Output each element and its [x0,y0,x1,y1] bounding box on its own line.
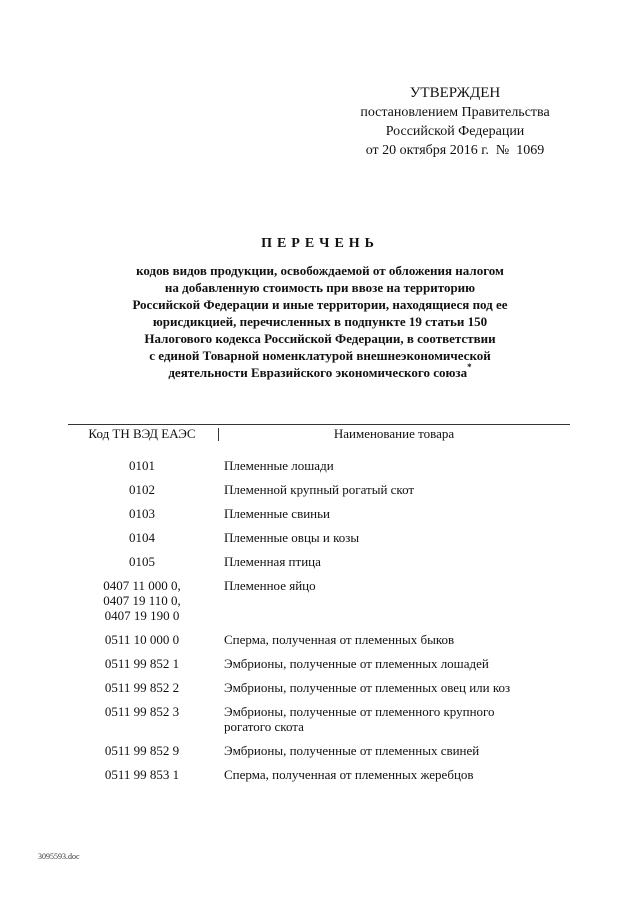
subtitle-line: деятельности Евразийского экономического союза [168,365,468,380]
cell-name: Эмбрионы, полученные от племенных свиней [224,743,480,758]
subtitle-line-last [80,361,560,381]
table-header [68,424,570,444]
cell-name: Эмбрионы, полученные от племенных овец или коз [224,680,511,695]
subtitle-line: кодов видов продукции, освобождаемой от обложения налогом [136,263,504,278]
cell-name: Племенные лошади [224,458,334,473]
cell-code: 0511 99 852 2 [104,680,180,695]
table-row [68,578,570,623]
cell-name: Племенное яйцо [224,578,316,593]
cell-code: 0407 11 000 0, 0407 19 110 0, 0407 19 190 0 [103,578,181,623]
footnote-mark: * [467,361,472,372]
cell-name: Сперма, полученная от племенных быков [224,632,455,647]
cell-name: Сперма, полученная от племенных жеребцов [224,767,474,782]
table-row [68,554,570,569]
cell-code: 0105 [129,554,155,569]
header-code: Код ТН ВЭД ЕАЭС [88,426,196,441]
approval-block [340,84,570,160]
approval-title: УТВЕРЖДЕН [409,85,501,101]
table-row [68,482,570,497]
table-row [68,506,570,521]
subtitle-line: с единой Товарной номенклатурой внешнеэкономической [149,348,491,363]
cell-name: Племенной крупный рогатый скот [224,482,415,497]
approval-line-country: Российской Федерации [385,124,525,139]
cell-name: Племенные свиньи [224,506,331,521]
table-row [68,632,570,647]
subtitle-line: на добавленную стоимость при ввозе на территорию [164,280,476,295]
cell-code: 0103 [129,506,155,521]
cell-name: Эмбрионы, полученные от племенного крупного рогатого скота [224,704,495,734]
subtitle-line: Российской Федерации и иные территории, находящиеся под ее [132,297,508,312]
cell-code: 0511 99 852 1 [104,656,180,671]
table-body [68,458,570,791]
approval-line-decree: постановлением Правительства [360,105,550,120]
cell-code: 0511 10 000 0 [104,632,180,647]
table-row [68,767,570,782]
header-name: Наименование товара [333,426,455,441]
document-title: ПЕРЕЧЕНЬ [261,236,379,251]
subtitle-line: юрисдикцией, перечисленных в подпункте 19 статьи 150 [152,314,488,329]
table-row [68,530,570,545]
cell-name: Племенная птица [224,554,321,569]
cell-code: 0511 99 852 9 [104,743,180,758]
cell-code: 0102 [129,482,155,497]
cell-code: 0104 [129,530,155,545]
table-row [68,458,570,473]
approval-line-date: от 20 октября 2016 г. № 1069 [365,143,545,158]
table-row [68,704,570,734]
document-subtitle [80,262,560,381]
cell-code: 0511 99 852 3 [104,704,180,719]
table-row [68,743,570,758]
cell-code: 0101 [129,458,155,473]
cell-name: Племенные овцы и козы [224,530,360,545]
file-name: 3095593.doc [38,852,80,861]
table-row [68,656,570,671]
subtitle-line: Налогового кодекса Российской Федерации, в соответствии [144,331,496,346]
cell-name: Эмбрионы, полученные от племенных лошадей [224,656,489,671]
table-row [68,680,570,695]
cell-code: 0511 99 853 1 [104,767,180,782]
